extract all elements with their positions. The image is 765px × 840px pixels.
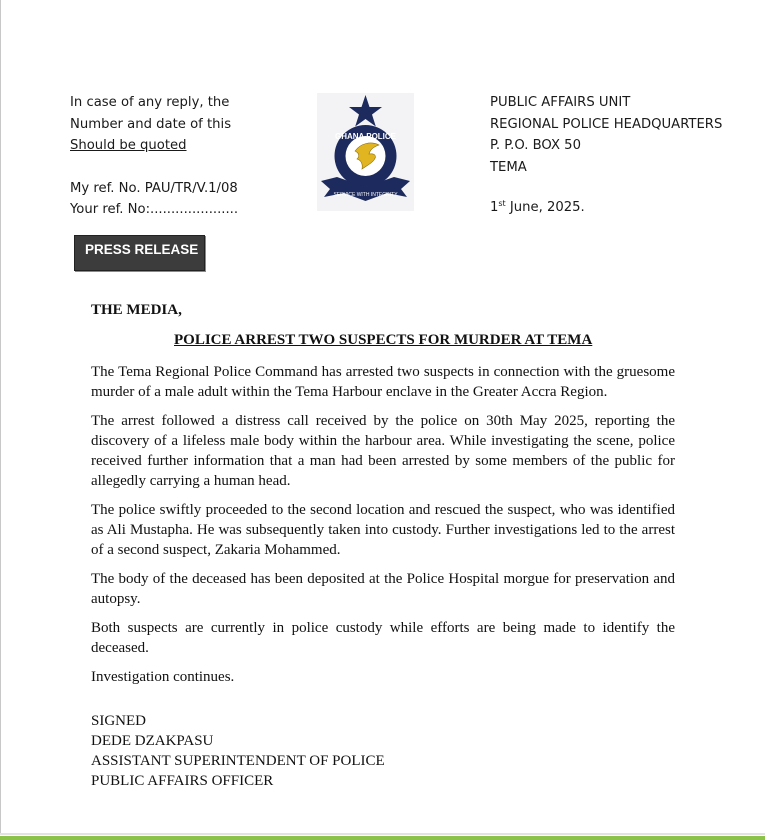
paragraph: Investigation continues. <box>91 669 235 685</box>
signatory-title: PUBLIC AFFAIRS OFFICER <box>91 773 274 789</box>
address-line: TEMA <box>490 159 527 175</box>
address-line: P. P.O. BOX 50 <box>490 138 581 153</box>
address-line: REGIONAL POLICE HEADQUARTERS <box>490 116 723 132</box>
my-ref: My ref. No. PAU/TR/V.1/08 <box>70 181 238 196</box>
signatory-rank: ASSISTANT SUPERINTENDENT OF POLICE <box>91 753 385 769</box>
release-body <box>91 362 675 696</box>
reply-note-line: Should be quoted <box>70 138 187 153</box>
paragraph: The police swiftly proceeded to the second location and rescued the suspect, who was identified as Ali Mustapha. He was subsequently taken into custody. Further investigations led to the arrest of a second suspect, Zakaria Mohammed. <box>91 502 675 558</box>
reply-note <box>70 92 231 157</box>
sender-address <box>490 92 722 178</box>
date-day: 1 <box>490 200 499 215</box>
salutation: THE MEDIA, <box>91 302 182 318</box>
logo-text: GHANA POLICE <box>334 132 397 141</box>
address-line: PUBLIC AFFAIRS UNIT <box>490 95 631 110</box>
paragraph: The arrest followed a distress call received by the police on 30th May 2025, reporting the discovery of a lifeless male body within the harbour area. While investigating the scene, police received further information that a man had been arrested by some members of the public for allegedly carrying a human head. <box>91 413 675 489</box>
reply-note-line: In case of any reply, the <box>70 95 230 110</box>
signature-block <box>91 711 385 791</box>
police-crest-icon <box>317 93 414 211</box>
press-release-label: PRESS RELEASE <box>74 235 205 271</box>
date-rest: June, 2025. <box>505 200 585 215</box>
ghana-police-logo <box>317 93 414 211</box>
reference-numbers <box>70 178 238 220</box>
paragraph: Both suspects are currently in police custody while efforts are being made to identify the deceased. <box>91 620 675 656</box>
page-bottom-edge <box>0 833 765 835</box>
paragraph: The body of the deceased has been deposited at the Police Hospital morgue for preservation and autopsy. <box>91 571 675 607</box>
paragraph: The Tema Regional Police Command has arrested two suspects in connection with the gruesome murder of a male adult within the Tema Harbour enclave in the Greater Accra Region. <box>91 364 675 400</box>
headline: POLICE ARREST TWO SUSPECTS FOR MURDER AT TEMA <box>174 332 593 348</box>
reply-note-line: Number and date of this <box>70 116 232 132</box>
date-suffix: st <box>498 199 506 208</box>
letter-date <box>490 199 585 215</box>
page-left-border <box>0 0 1 834</box>
signature-line: SIGNED <box>91 713 146 729</box>
svg-text:SERVICE WITH INTEGRITY: SERVICE WITH INTEGRITY <box>333 192 398 198</box>
your-ref: Your ref. No:..................... <box>70 202 239 217</box>
bottom-accent-bar <box>0 836 765 840</box>
signatory-name: DEDE DZAKPASU <box>91 733 214 749</box>
